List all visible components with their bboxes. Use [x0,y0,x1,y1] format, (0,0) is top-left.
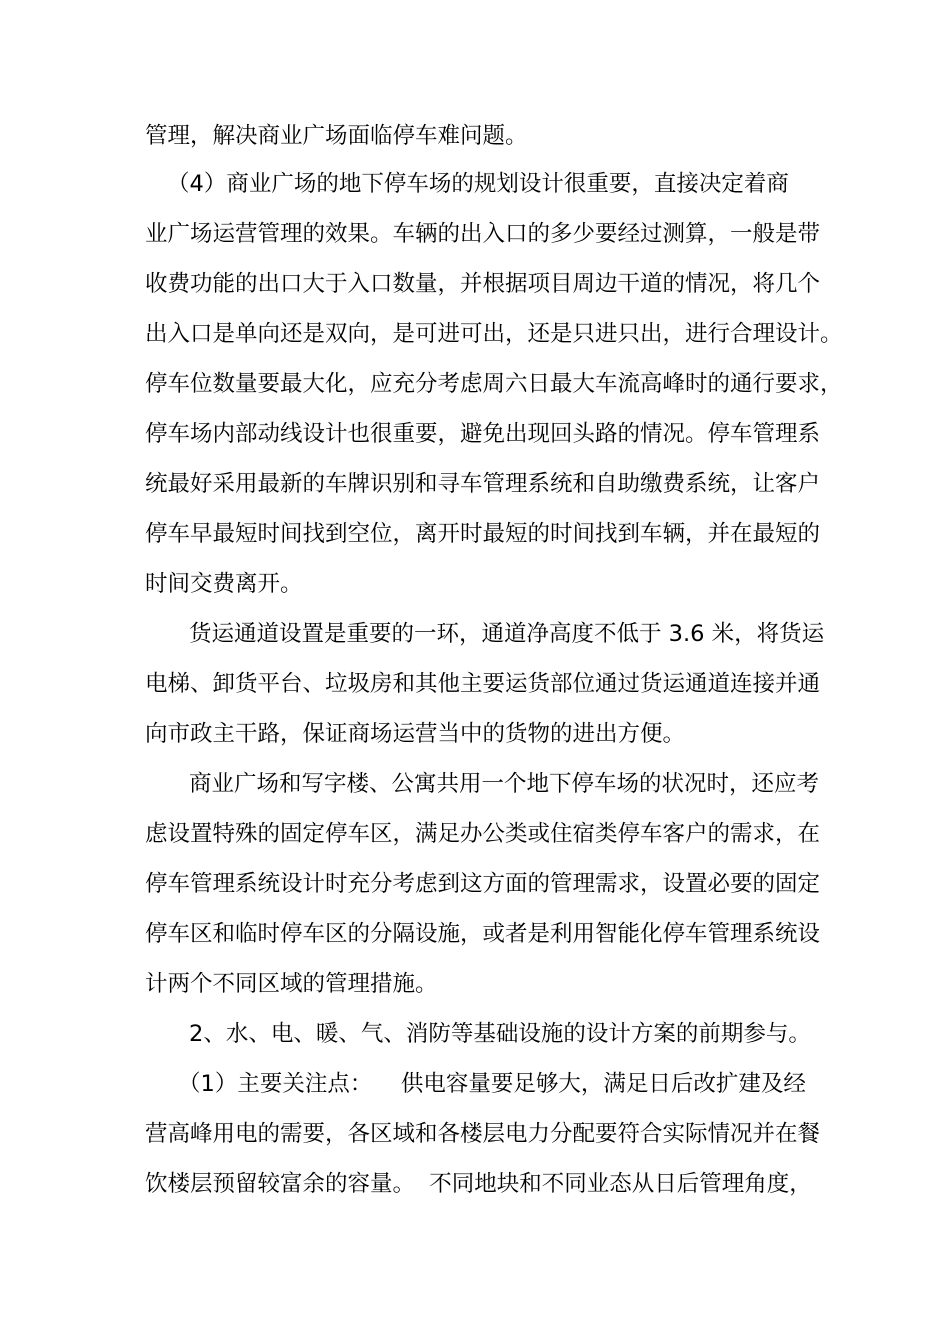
text-line: 统最好采用最新的车牌识别和寻车管理系统和自助缴费系统，让客户 [145,471,821,497]
text-line: 出入口是单向还是双向，是可进可出，还是只进只出，进行合理设计。 [145,321,843,347]
text-line: 停车场内部动线设计也很重要，避免出现回头路的情况。停车管理系 [145,421,821,447]
text-line: 虑设置特殊的固定停车区，满足办公类或住宿类停车客户的需求，在 [145,821,821,847]
text-line: 向市政主干路，保证商场运营当中的货物的进出方便。 [145,721,686,747]
text-line: 时间交费离开。 [145,571,303,597]
text-line: 计两个不同区域的管理措施。 [145,971,438,997]
text-line: 商业广场和写字楼、公寓共用一个地下停车场的状况时，还应考 [189,771,820,797]
text-line: 业广场运营管理的效果。车辆的出入口的多少要经过测算，一般是带 [145,221,821,247]
text-line: （1）主要关注点： 供电容量要足够大，满足日后改扩建及经 [178,1071,806,1097]
text-line: 2、水、电、暖、气、消防等基础设施的设计方案的前期参与。 [189,1021,811,1047]
text-line: 管理，解决商业广场面临停车难问题。 [145,123,528,149]
text-line: 停车区和临时停车区的分隔设施，或者是利用智能化停车管理系统设 [145,921,821,947]
text-line: 停车早最短时间找到空位，离开时最短的时间找到车辆，并在最短的 [145,521,821,547]
text-line: （4）商业广场的地下停车场的规划设计很重要，直接决定着商 [167,171,789,197]
text-line: 电梯、卸货平台、垃圾房和其他主要运货部位通过货运通道连接并通 [145,671,821,697]
text-line: 营高峰用电的需要，各区域和各楼层电力分配要符合实际情况并在餐 [145,1121,821,1147]
text-line: 饮楼层预留较富余的容量。 不同地块和不同业态从日后管理角度， [145,1171,812,1197]
text-line: 货运通道设置是重要的一环，通道净高度不低于 3.6 米，将货运 [189,621,825,647]
text-line: 停车位数量要最大化，应充分考虑周六日最大车流高峰时的通行要求， [145,371,843,397]
text-line: 停车管理系统设计时充分考虑到这方面的管理需求，设置必要的固定 [145,871,821,897]
text-line: 收费功能的出口大于入口数量，并根据项目周边干道的情况，将几个 [145,271,821,297]
